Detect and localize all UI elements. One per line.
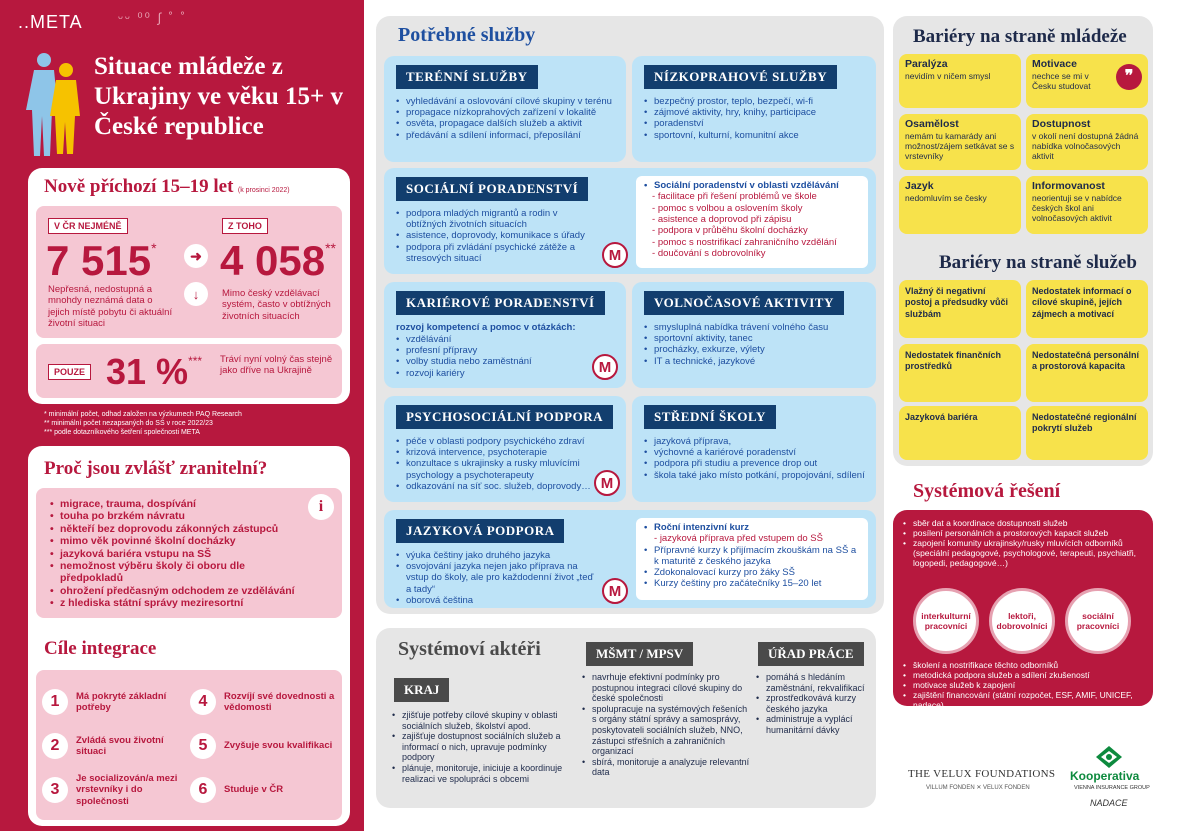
barrier-text: nechce se mi v Česku studovat: [1032, 70, 1091, 91]
list-item: • touha po brzkém návratu: [50, 510, 310, 522]
vulnerable-list: [50, 498, 310, 609]
systemic-panel: [893, 476, 1153, 711]
meta-badge-icon: M: [602, 242, 628, 268]
arrow-down-icon: ↓: [184, 282, 208, 306]
note-language-courses: [636, 518, 868, 600]
stat1-sup: *: [151, 240, 157, 256]
quote-icon: ❞: [1116, 64, 1142, 90]
list-item: • krizová intervence, psychoterapie: [396, 447, 596, 458]
list-item: • předávání a sdílení informací, přeposílání: [396, 130, 624, 141]
list-item: • procházky, exkurze, výlety: [644, 344, 872, 355]
youth-silhouettes-icon: [20, 48, 88, 158]
stat2-sup: **: [325, 240, 337, 256]
list-item: • smysluplná nabídka trávení volného času: [644, 322, 872, 333]
goal-item: [190, 680, 336, 724]
barrier-service-item: Nedostatečná personální a prostorová kapacita: [1026, 344, 1148, 402]
arrivals-card: [28, 168, 350, 404]
list-item: • ohrožení předčasným odchodem ze vzdělávání: [50, 585, 310, 597]
goal-item: [190, 724, 336, 768]
barrier-text: neorientuji se v nabídce českých škol ani volnočasových aktivit: [1032, 192, 1122, 223]
list-item: • rozvoji kariéry: [396, 368, 596, 379]
list-item: • vzdělávání: [396, 334, 596, 345]
list-item: • podpora při studiu a prevence drop out: [644, 458, 872, 469]
service-karierove: [384, 282, 626, 388]
services-title: Potřebné služby: [398, 24, 536, 46]
service-psychosocialni: [384, 396, 626, 502]
service-stredni: [632, 396, 876, 502]
list-item: - podpora v průběhu školní docházky: [652, 225, 808, 237]
goal-number: 2: [42, 733, 68, 759]
list-item: • zapojení komunity ukrajinsky/rusky mluvících odborníků (speciální pedagogové, psychologové, terapeuti, psychiatři, logopedi, pedagogové…): [903, 538, 1147, 568]
list-item: • podpora mladých migrantů a rodin v obtížných životních situacích: [396, 208, 596, 230]
goal-text: Studuje v ČR: [224, 784, 284, 796]
list-item: • sportovní, kulturní, komunitní akce: [644, 130, 872, 141]
list-item: • péče v oblasti podpory psychického zdraví: [396, 436, 596, 447]
actor-list-kraj: [392, 710, 568, 784]
goal-item: [42, 680, 186, 724]
actor-list-urad: [756, 672, 870, 736]
list-item: • profesní přípravy: [396, 345, 596, 356]
goal-text: Zvládá svou životní situaci: [76, 734, 164, 757]
list-item: - pomoc s volbou a oslovením školy: [652, 202, 803, 214]
service-title: VOLNOČASOVÉ AKTIVITY: [644, 291, 844, 315]
service-title: STŘEDNÍ ŠKOLY: [644, 405, 776, 429]
list-item: • Zdokonalovací kurzy pro žáky SŠ: [644, 567, 860, 578]
goal-number: 5: [190, 733, 216, 759]
barrier-youth-item: [1026, 114, 1148, 170]
stat1-number: 7 515: [46, 237, 152, 284]
list-item: • poradenství: [644, 118, 872, 129]
note-sub: - jazyková příprava před vstupem do SŠ: [654, 533, 823, 545]
actor-title-kraj: KRAJ: [394, 678, 449, 702]
goal-number: 3: [42, 777, 68, 803]
stat2-text: Mimo český vzdělávací systém, často v obtížných životních situacích: [222, 288, 331, 322]
note-title: • Roční intenzivní kurz: [644, 522, 860, 533]
list-item: • motivace služeb k zapojení: [903, 680, 1147, 690]
list-item: - facilitace při řešení problémů ve škole: [652, 191, 817, 203]
arrivals-title: Nově příchozí 15–19 let: [44, 176, 234, 197]
stat1-text: Nepřesná, nedostupná a mnohdy neznámá data o jejich místě pobytu či aktuální životní situaci: [48, 284, 173, 330]
circle-role: sociální pracovníci: [1065, 588, 1131, 654]
barrier-service-item: Jazyková bariéra: [899, 406, 1021, 460]
actor-title-urad: ÚŘAD PRÁCE: [758, 642, 864, 666]
list-item: • bezpečný prostor, teplo, bezpečí, wi-fi: [644, 96, 872, 107]
arrivals-date: (k prosinci 2022): [237, 187, 290, 194]
list-item: • zprostředkovává kurzy českého jazyka: [756, 693, 870, 714]
list-item: • plánuje, monitoruje, iniciuje a koordinuje realizaci ve spolupráci s obcemi: [392, 763, 568, 784]
list-item: • nemožnost výběru školy či oboru dle předpokladů: [50, 560, 310, 585]
barriers-panel: [893, 16, 1153, 466]
list-item: • zjišťuje potřeby cílové skupiny v oblasti sociálních služeb, školství apod.: [392, 710, 568, 731]
barrier-text: nevidím v ničem smysl: [905, 70, 991, 81]
barrier-service-item: Nedostatek informací o cílové skupině, jejích zájmech a motivací: [1026, 280, 1148, 338]
list-item: • konzultace s ukrajinsky a rusky mluvícími psychology a psychoterapeuty: [396, 458, 596, 480]
list-item: • navrhuje efektivní podmínky pro postupnou integraci cílové skupiny do české společnosti: [582, 672, 750, 704]
list-item: • administruje a vyplácí humanitární dávky: [756, 714, 870, 735]
service-volnocasove: [632, 282, 876, 388]
goals-title: Cíle integrace: [44, 638, 157, 659]
service-title: NÍZKOPRAHOVÉ SLUŽBY: [644, 65, 837, 89]
meta-logo: ..META: [18, 12, 83, 32]
actors-title: Systémoví aktéři: [398, 638, 541, 660]
vulnerable-panel: [36, 488, 342, 618]
stat3-number: 31 %: [106, 351, 189, 392]
barrier-title: Osamělost: [905, 118, 959, 130]
stat3-panel: [36, 344, 342, 398]
goal-text: Je socializován/a mezi vrstevníky i do společnosti: [76, 772, 178, 807]
service-intro: rozvoj kompetencí a pomoc v otázkách:: [396, 322, 576, 333]
list-item: • někteří bez doprovodu zákonných zástupců: [50, 523, 310, 535]
list-item: • zajišťuje dostupnost sociálních služeb a informací o nich, upravuje podmínky podpory: [392, 731, 568, 763]
list-item: • škola také jako místo potkání, propojování, sdílení: [644, 470, 872, 481]
service-title: SOCIÁLNÍ PORADENSTVÍ: [396, 177, 588, 201]
actor-title-msmt: MŠMT / MPSV: [586, 642, 693, 666]
footnote-2: ** minimální počet nezapsaných do SŠ v roce 2022/23: [44, 420, 213, 427]
arrow-right-icon: ➜: [184, 244, 208, 268]
goal-number: 4: [190, 689, 216, 715]
list-item: • podpora při zvládání psychické zátěže a stresových situací: [396, 242, 596, 264]
footnote-1: * minimální počet, odhad založen na výzkumech PAQ Research: [44, 411, 242, 418]
note-title: • Sociální poradenství v oblasti vzdělávání: [644, 180, 860, 191]
barriers-services-title: Bariéry na straně služeb: [939, 252, 1137, 273]
barrier-youth-item: [1026, 54, 1148, 108]
list-item: • vyhledávání a oslovování cílové skupiny v terénu: [396, 96, 624, 107]
circle-role: lektoři, dobrovolníci: [989, 588, 1055, 654]
list-item: - doučování s dobrovolníky: [652, 248, 766, 260]
list-item: • pomáhá s hledáním zaměstnání, rekvalifikací: [756, 672, 870, 693]
stat3-label: POUZE: [48, 364, 91, 380]
list-item: • výuka češtiny jako druhého jazyka: [396, 550, 596, 561]
goal-item: [190, 768, 336, 812]
list-item: - asistence a doprovod při zápisu: [652, 213, 792, 225]
list-item: • metodická podpora služeb a sdílení zkušeností: [903, 670, 1147, 680]
meta-badge-icon: M: [592, 354, 618, 380]
list-item: • výchovné a kariérové poradenství: [644, 447, 872, 458]
systemic-body: [893, 510, 1153, 711]
actor-list-msmt: [582, 672, 750, 778]
list-item: • osvojování jazyka nejen jako příprava na vstup do školy, ale pro každodenní život „teď a tady“: [396, 561, 596, 595]
stat3-text: Tráví nyní volný čas stejně jako dříve na Ukrajině: [220, 354, 333, 377]
service-nizkoprahove: [632, 56, 876, 162]
barrier-service-item: Nedostatečné regionální pokrytí služeb: [1026, 406, 1148, 460]
goal-item: [42, 724, 186, 768]
note-education: [636, 176, 868, 268]
goal-number: 6: [190, 777, 216, 803]
barrier-title: Jazyk: [905, 180, 934, 192]
stat2-number: 4 058: [220, 237, 326, 284]
service-jazykova: [384, 510, 876, 608]
list-item: • z hlediska státní správy meziresortní: [50, 597, 310, 609]
barrier-youth-item: [899, 54, 1021, 108]
goal-item: [42, 768, 186, 812]
nadace-label: NADACE: [1090, 798, 1128, 808]
barriers-youth-title: Bariéry na straně mládeže: [913, 26, 1127, 47]
list-item: • zájmové aktivity, hry, knihy, participace: [644, 107, 872, 118]
barrier-youth-item: [899, 176, 1021, 234]
list-item: • Kurzy češtiny pro začátečníky 15–20 let: [644, 578, 860, 589]
service-title: KARIÉROVÉ PORADENSTVÍ: [396, 291, 605, 315]
barrier-text: v okolí není dostupná žádná nabídka volnočasových aktivit: [1032, 130, 1139, 161]
list-item: • jazyková bariéra vstupu na SŠ: [50, 548, 310, 560]
list-item: • propagace nízkoprahových zařízení v lokalitě: [396, 107, 624, 118]
list-item: • Přípravné kurzy k přijímacím zkouškám na SŠ a k maturitě z českého jazyka: [644, 545, 860, 567]
list-item: • mimo věk povinné školní docházky: [50, 535, 310, 547]
barrier-title: Dostupnost: [1032, 118, 1091, 130]
goal-text: Zvyšuje svou kvalifikaci: [224, 740, 333, 752]
list-item: - pomoc s nostrifikací zahraničního vzdělání: [652, 236, 837, 248]
kooperativa-logo: Kooperativa: [1070, 769, 1140, 783]
service-title: JAZYKOVÁ PODPORA: [396, 519, 564, 543]
list-item: • odkazování na síť soc. služeb, doprovody…: [396, 481, 596, 492]
barrier-youth-item: [899, 114, 1021, 170]
list-item: • sportovní aktivity, tanec: [644, 333, 872, 344]
goal-number: 1: [42, 689, 68, 715]
barrier-youth-item: [1026, 176, 1148, 234]
barrier-text: nedomluvím se česky: [905, 192, 987, 203]
logo-decoration: ᵕᵕ ⁰⁰ ∫ ˚ ˚: [118, 10, 187, 25]
list-item: • osvěta, propagace dalších služeb a aktivit: [396, 118, 624, 129]
stat2-label: Z TOHO: [222, 218, 268, 234]
systemic-title: Systémová řešení: [913, 480, 1061, 502]
barrier-text: nemám tu kamarády ani možnost/zájem setkávat se s vrstevníky: [905, 130, 1015, 161]
stat3-sup: ***: [188, 354, 203, 368]
kooperativa-subtitle: VIENNA INSURANCE GROUP: [1074, 785, 1150, 791]
list-item: • migrace, trauma, dospívání: [50, 498, 310, 510]
service-socialni: [384, 168, 876, 274]
barrier-service-item: Vlažný či negativní postoj a předsudky vůči službám: [899, 280, 1021, 338]
kooperativa-emblem-icon: [1096, 746, 1122, 768]
meta-badge-icon: M: [594, 470, 620, 496]
circle-role: interkulturní pracovníci: [913, 588, 979, 654]
arrivals-stats-panel: [36, 206, 342, 338]
velux-logo: THE VELUX FOUNDATIONS: [908, 768, 1056, 780]
page-title: Situace mládeže z Ukrajiny ve věku 15+ v České republice: [94, 53, 343, 140]
list-item: • jazyková příprava,: [644, 436, 872, 447]
barrier-title: Motivace: [1032, 58, 1077, 70]
list-item: • školení a nostrifikace těchto odborníků: [903, 660, 1147, 670]
goals-panel: [36, 670, 342, 820]
service-terenni: [384, 56, 626, 162]
velux-subtitle: VILLUM FONDEN ✕ VELUX FONDEN: [926, 785, 1030, 791]
list-item: • posílení personálních a prostorových kapacit služeb: [903, 528, 1147, 538]
list-item: • spolupracuje na systémových řešeních s orgány státní správy a samosprávy, poskytovateli sociálních služeb, NNO, zástupci střešních a zahraničních organizací: [582, 704, 750, 757]
barrier-service-item: Nedostatek finančních prostředků: [899, 344, 1021, 402]
list-item: • volby studia nebo zaměstnání: [396, 356, 596, 367]
list-item: • oborová čeština: [396, 595, 596, 606]
service-title: PSYCHOSOCIÁLNÍ PODPORA: [396, 405, 613, 429]
info-icon: i: [308, 494, 334, 520]
barrier-title: Paralýza: [905, 58, 948, 70]
list-item: • sběr dat a koordinace dostupnosti služeb: [903, 518, 1147, 528]
list-item: • IT a technické, jazykové: [644, 356, 872, 367]
goal-text: Má pokryté základní potřeby: [76, 690, 167, 713]
vulnerable-card: [28, 446, 350, 826]
stat1-label: V ČR NEJMÉNĚ: [48, 218, 128, 234]
list-item: • sbírá, monitoruje a analyzuje relevantní data: [582, 757, 750, 778]
actors-panel: [376, 628, 876, 808]
barrier-title: Informovanost: [1032, 180, 1105, 192]
service-title: TERÉNNÍ SLUŽBY: [396, 65, 538, 89]
vulnerable-title: Proč jsou zvlášť zranitelní?: [44, 458, 268, 479]
footnote-3: *** podle dotazníkového šetření společnosti META: [44, 429, 200, 436]
goal-text: Rozvíjí své dovednosti a vědomosti: [224, 690, 335, 713]
meta-badge-icon: M: [602, 578, 628, 604]
list-item: • zajištění financování (státní rozpočet, ESF, AMIF, UNICEF, nadace): [903, 690, 1147, 710]
services-panel: [376, 16, 884, 614]
list-item: • asistence, doprovody, komunikace s úřady: [396, 230, 596, 241]
